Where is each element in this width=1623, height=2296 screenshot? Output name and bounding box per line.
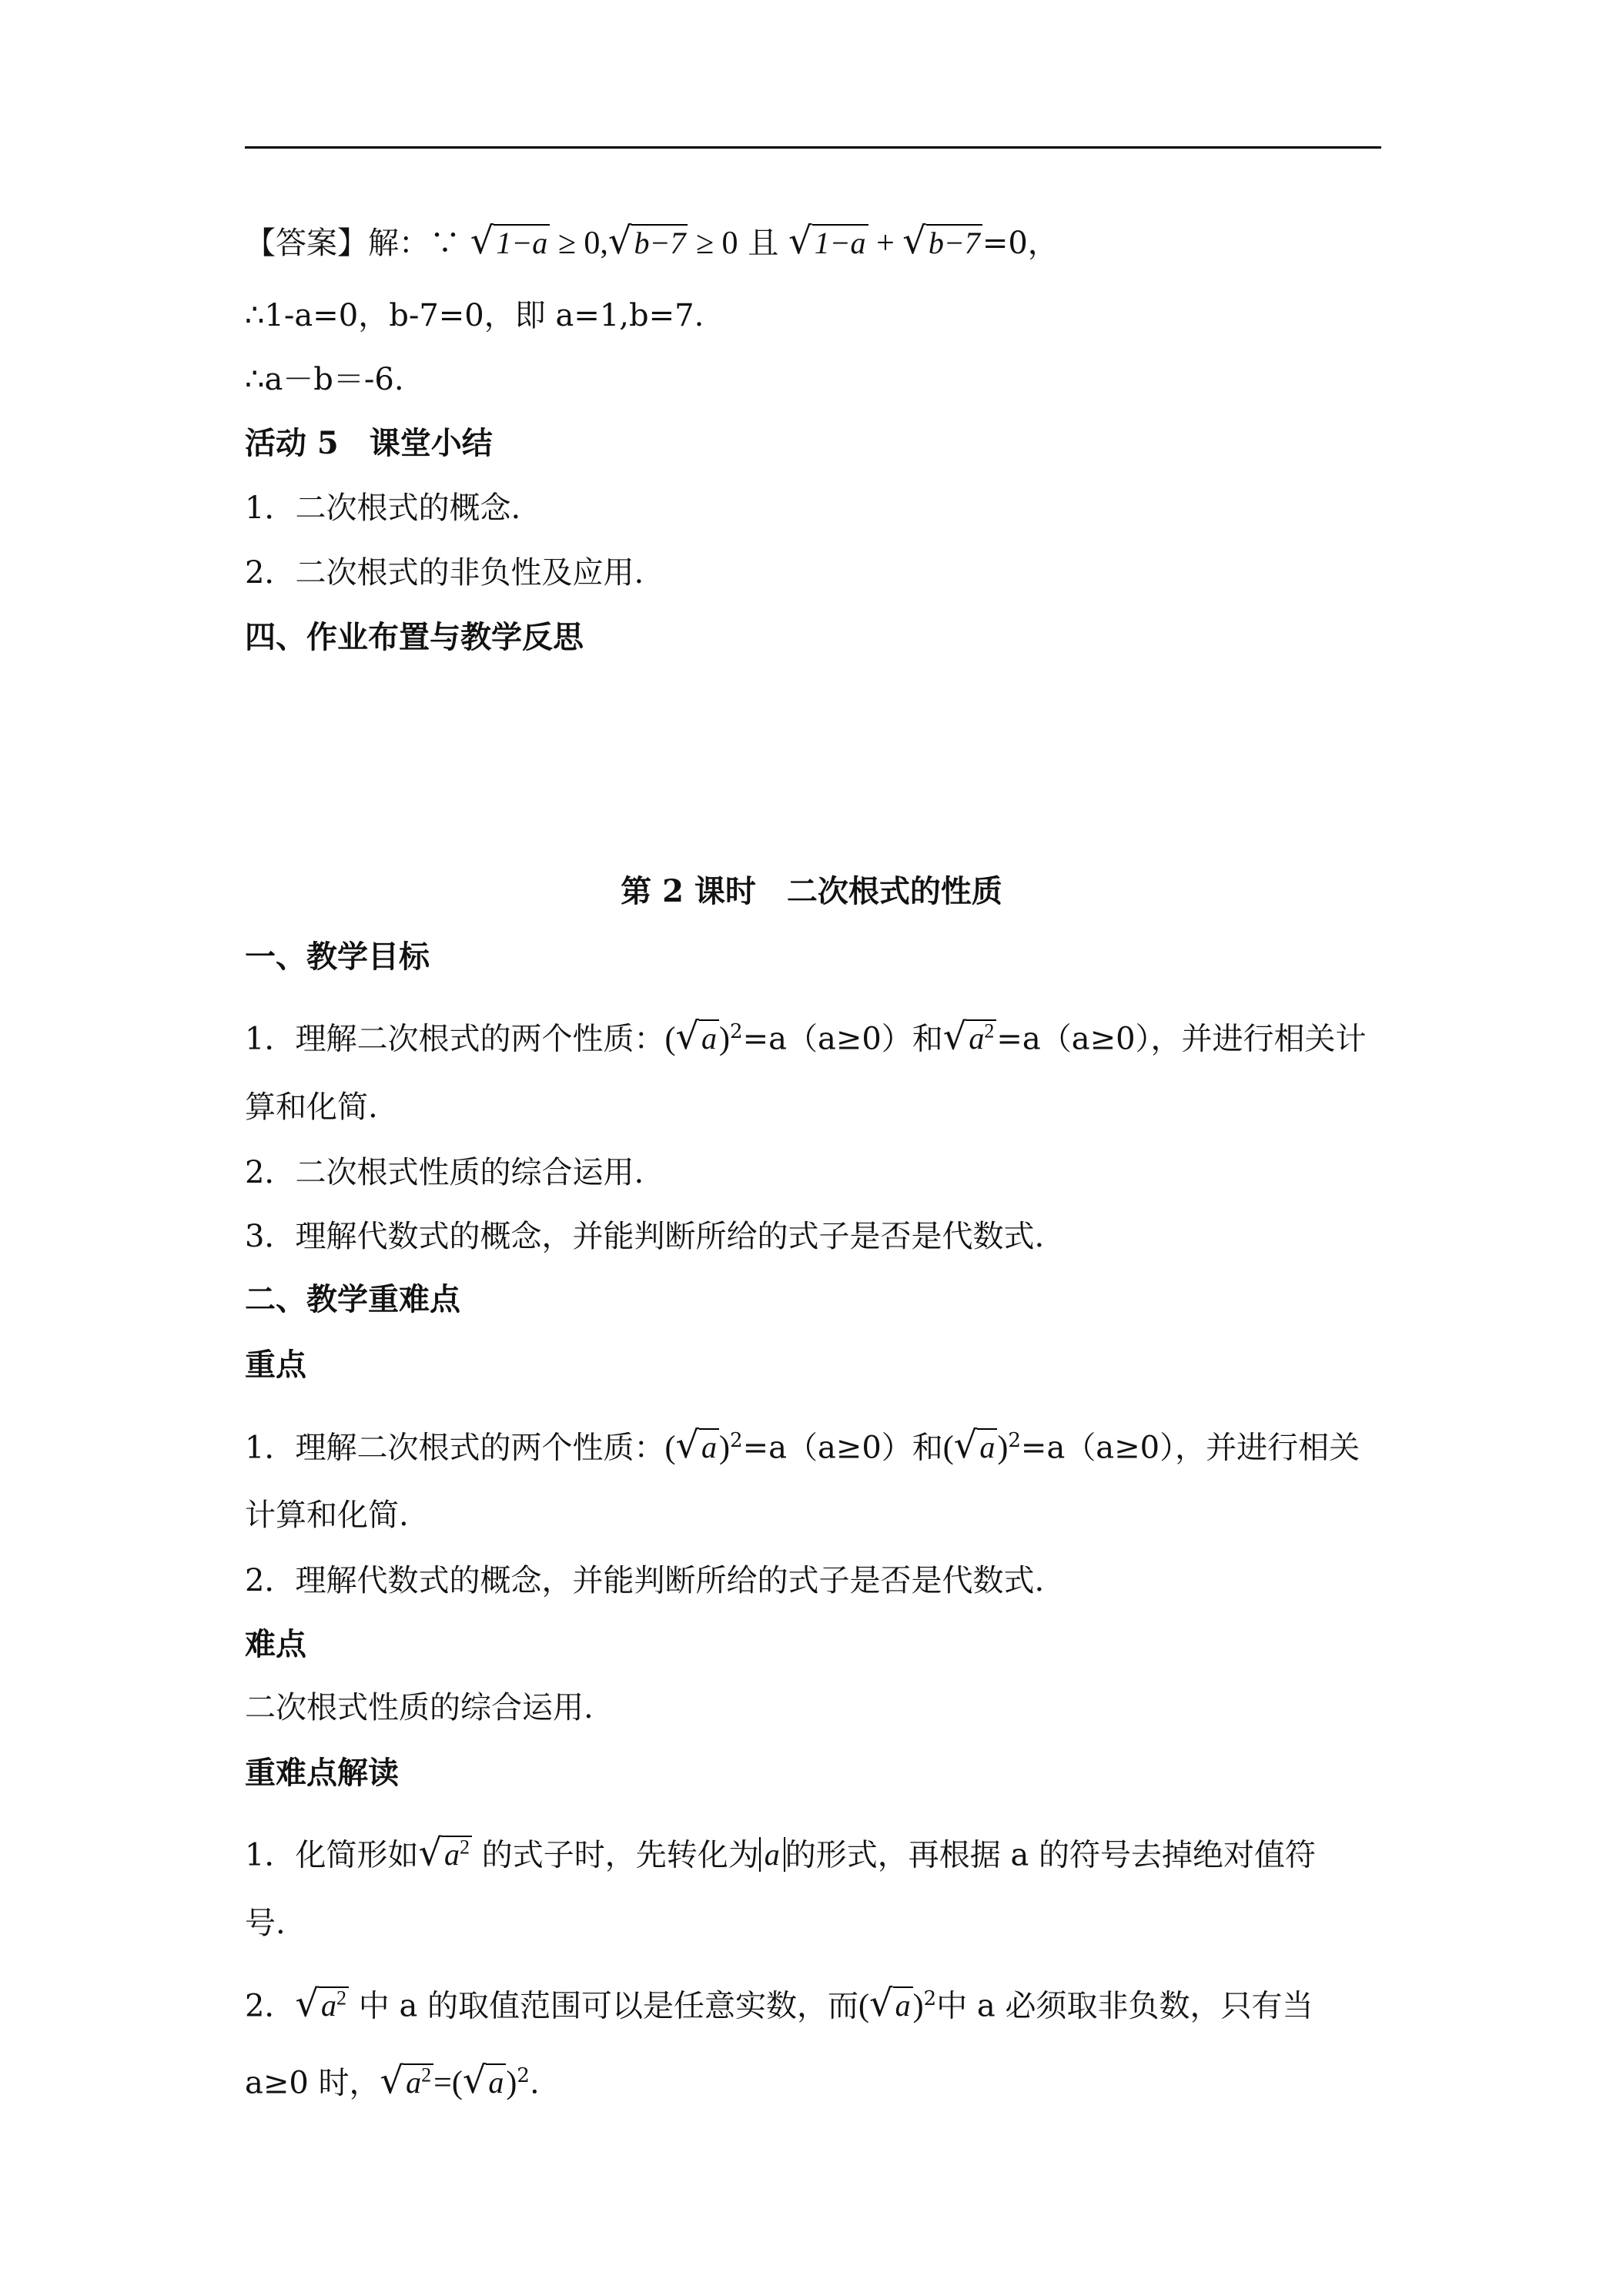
sqrt-a: √a	[675, 1424, 719, 1469]
sqrt-1-minus-a: √1−a	[788, 219, 868, 265]
sqrt-a: √a	[954, 1424, 998, 1469]
key-item-2: 2．理解代数式的概念，并能判断所给的式子是否是代数式.	[245, 1563, 1045, 1598]
activity5-heading: 活动 5 课堂小结	[245, 425, 493, 461]
goals-item-2: 2．二次根式性质的综合运用.	[245, 1155, 644, 1190]
interp-item-2: 2．$√a^2$ 中 a 的取值范围可以是任意实数，而$(√a)^2$中 a 必须取非负数，只有当	[245, 1977, 1400, 2027]
hard-heading: 难点	[245, 1626, 306, 1662]
answer-line-3: ∴a－b＝-6.	[245, 362, 404, 397]
sqrt-b-minus-7: √b−7	[608, 219, 688, 265]
hard-item-1: 二次根式性质的综合运用.	[245, 1690, 594, 1725]
key-item-1-cont: 计算和化简.	[245, 1498, 409, 1533]
answer-label: 【答案】	[245, 226, 368, 261]
interp-heading: 重难点解读	[245, 1755, 399, 1791]
sqrt-1-minus-a: √1−a	[470, 219, 550, 265]
interp-item-1-cont: 号.	[245, 1906, 286, 1941]
sqrt-a: √a	[869, 1982, 913, 2027]
sqrt-a-squared: $√a^2$	[380, 2054, 434, 2104]
lesson2-title: 第 2 课时 二次根式的性质	[621, 873, 1002, 909]
sqrt-a: √a	[463, 2059, 507, 2104]
sqrt-a-squared: $√a^2$	[295, 1977, 349, 2027]
sqrt-a: √a	[675, 1015, 719, 1060]
goals-item-3: 3．理解代数式的概念，并能判断所给的式子是否是代数式.	[245, 1219, 1045, 1254]
goals-item-1-cont: 算和化简.	[245, 1089, 378, 1125]
interp-item-1: 1．化简形如$√a^2$ 的式子时，先转化为 a 的形式，再根据 a 的符号去掉绝对值符	[245, 1826, 1400, 1876]
key-heading: 重点	[245, 1347, 306, 1383]
sqrt-a-squared: $√a^2$	[943, 1010, 997, 1060]
abs-a: a	[759, 1837, 785, 1872]
interp-item-2-cont: a≥0 时，$√a^2=(√a)^2$.	[245, 2054, 1400, 2104]
goals-item-1: 1．理解二次根式的两个性质：$(√a)^2=a(a\ge 0)$和$√a^2=a(a\ge 0)$，并进行相关计	[245, 1010, 1400, 1060]
answer-line-2: ∴1-a=0，b-7=0，即 a=1,b=7.	[245, 298, 704, 333]
header-rule	[245, 146, 1381, 149]
goals-heading: 一、教学目标	[245, 939, 430, 975]
difficulties-heading: 二、教学重难点	[245, 1281, 460, 1317]
activity5-item-2: 2．二次根式的非负性及应用.	[245, 555, 644, 591]
sqrt-a-squared: $√a^2$	[418, 1826, 472, 1876]
sqrt-b-minus-7: √b−7	[902, 219, 982, 265]
activity5-item-1: 1．二次根式的概念.	[245, 490, 521, 526]
key-item-1: 1．理解二次根式的两个性质：$(√a)^2=a(a\ge 0)$和$(√a)^2=a(a\ge 0)$，并进行相关	[245, 1419, 1400, 1469]
section4-heading: 四、作业布置与教学反思	[245, 619, 584, 655]
answer-line-1: 【答案】解：∵ √1−a ≥ 0,√b−7 ≥ 0 且 √1−a + √b−7=0，	[245, 219, 1400, 265]
